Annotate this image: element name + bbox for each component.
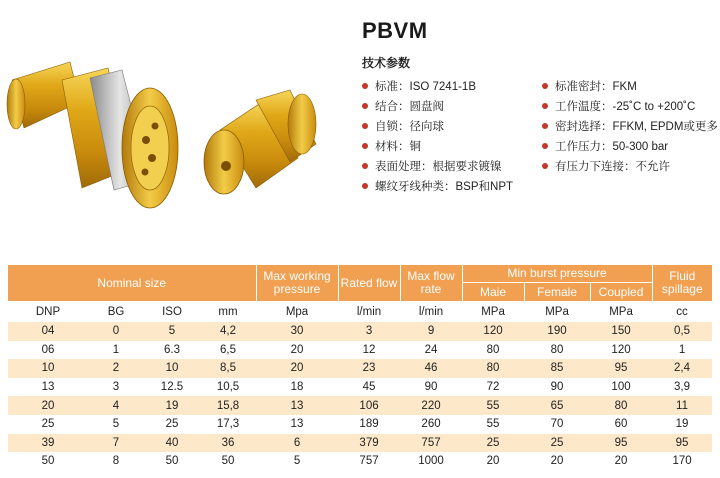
- table-cell: 19: [144, 396, 200, 415]
- section-subtitle: 技术参数: [362, 56, 411, 70]
- table-cell: 06: [8, 341, 88, 360]
- table-cell: 90: [400, 378, 462, 397]
- table-row: [8, 378, 712, 397]
- table-cell: 13: [256, 415, 338, 434]
- unit-cell: Mpa: [256, 302, 338, 323]
- table-cell: 50: [8, 452, 88, 471]
- table-cell: 19: [652, 415, 712, 434]
- table-cell: 120: [462, 322, 524, 341]
- table-row: [8, 396, 712, 415]
- table-cell: 80: [462, 359, 524, 378]
- table-cell: 1: [88, 341, 144, 360]
- table-cell: 10: [144, 359, 200, 378]
- table-cell: 6: [256, 434, 338, 453]
- unit-cell: MPa: [462, 302, 524, 323]
- table-cell: 757: [338, 452, 400, 471]
- bullet-icon: [362, 183, 368, 189]
- header-max-flow-rate: Max flow rate: [400, 265, 462, 302]
- header-max-working-pressure: Max working pressure: [256, 265, 338, 302]
- table-row: [8, 341, 712, 360]
- unit-cell: BG: [88, 302, 144, 323]
- table-cell: 170: [652, 452, 712, 471]
- table-cell: 95: [590, 359, 652, 378]
- header-nominal-size: Nominal size: [8, 265, 256, 302]
- table-row: [8, 322, 712, 341]
- product-title: PBVM: [362, 18, 428, 43]
- spec-item: 标准密封：FKM: [542, 76, 718, 96]
- table-cell: 3: [88, 378, 144, 397]
- unit-cell: MPa: [524, 302, 590, 323]
- bullet-icon: [542, 143, 548, 149]
- spec-table: [8, 265, 712, 471]
- table-cell: 04: [8, 322, 88, 341]
- table-cell: 80: [590, 396, 652, 415]
- table-cell: 5: [88, 415, 144, 434]
- table-cell: 24: [400, 341, 462, 360]
- table-cell: 20: [256, 359, 338, 378]
- table-cell: 379: [338, 434, 400, 453]
- table-cell: 106: [338, 396, 400, 415]
- table-row: [8, 434, 712, 453]
- table-cell: 95: [652, 434, 712, 453]
- table-cell: 23: [338, 359, 400, 378]
- table-cell: 190: [524, 322, 590, 341]
- spec-item: 密封选择：FFKM, EPDM或更多: [542, 116, 718, 136]
- table-cell: 25: [144, 415, 200, 434]
- table-cell: 10,5: [200, 378, 256, 397]
- product-photo: [0, 40, 340, 250]
- header-min-burst-pressure: Min burst pressure: [462, 265, 652, 283]
- bullet-icon: [542, 123, 548, 129]
- table-cell: 5: [256, 452, 338, 471]
- header-fluid-spillage: Fluid spillage: [652, 265, 712, 302]
- table-cell: 11: [652, 396, 712, 415]
- table-cell: 0: [88, 322, 144, 341]
- bullet-icon: [542, 163, 548, 169]
- table-cell: 7: [88, 434, 144, 453]
- table-cell: 46: [400, 359, 462, 378]
- table-cell: 90: [524, 378, 590, 397]
- table-cell: 95: [590, 434, 652, 453]
- male-plug-image: [204, 90, 316, 194]
- table-cell: 0,5: [652, 322, 712, 341]
- table-cell: 65: [524, 396, 590, 415]
- table-cell: 36: [200, 434, 256, 453]
- table-cell: 80: [462, 341, 524, 360]
- table-cell: 13: [8, 378, 88, 397]
- units-row: [8, 302, 712, 323]
- table-cell: 20: [590, 452, 652, 471]
- table-row: [8, 415, 712, 434]
- table-cell: 17,3: [200, 415, 256, 434]
- table-row: [8, 452, 712, 471]
- table-cell: 9: [400, 322, 462, 341]
- table-cell: 12.5: [144, 378, 200, 397]
- table-cell: 8: [88, 452, 144, 471]
- table-cell: 25: [8, 415, 88, 434]
- spec-item: 自锁：径向球: [362, 116, 513, 136]
- spec-column-right: [542, 76, 718, 176]
- table-cell: 10: [8, 359, 88, 378]
- spec-item: 标准：ISO 7241-1B: [362, 76, 513, 96]
- table-cell: 12: [338, 341, 400, 360]
- bullet-icon: [362, 123, 368, 129]
- bullet-icon: [362, 143, 368, 149]
- table-cell: 260: [400, 415, 462, 434]
- table-cell: 20: [256, 341, 338, 360]
- bullet-icon: [362, 163, 368, 169]
- table-cell: 55: [462, 415, 524, 434]
- unit-cell: mm: [200, 302, 256, 323]
- table-cell: 2,4: [652, 359, 712, 378]
- unit-cell: l/min: [338, 302, 400, 323]
- unit-cell: DNP: [8, 302, 88, 323]
- table-cell: 8,5: [200, 359, 256, 378]
- table-cell: 6.3: [144, 341, 200, 360]
- table-cell: 40: [144, 434, 200, 453]
- table-cell: 1: [652, 341, 712, 360]
- table-row: [8, 359, 712, 378]
- spec-item: 材料：铜: [362, 136, 513, 156]
- spec-item: 螺纹牙线种类：BSP和NPT: [362, 176, 513, 196]
- table-cell: 1000: [400, 452, 462, 471]
- table-cell: 150: [590, 322, 652, 341]
- header-male: Maie: [462, 283, 524, 302]
- table-cell: 55: [462, 396, 524, 415]
- table-cell: 20: [524, 452, 590, 471]
- spec-item: 结合：圆盘阀: [362, 96, 513, 116]
- table-cell: 70: [524, 415, 590, 434]
- table-cell: 72: [462, 378, 524, 397]
- table-cell: 60: [590, 415, 652, 434]
- unit-cell: l/min: [400, 302, 462, 323]
- table-cell: 15,8: [200, 396, 256, 415]
- table-cell: 3,9: [652, 378, 712, 397]
- table-cell: 220: [400, 396, 462, 415]
- unit-cell: MPa: [590, 302, 652, 323]
- bullet-icon: [542, 83, 548, 89]
- table-cell: 85: [524, 359, 590, 378]
- table-cell: 5: [144, 322, 200, 341]
- table-cell: 39: [8, 434, 88, 453]
- table-cell: 4: [88, 396, 144, 415]
- table-cell: 120: [590, 341, 652, 360]
- table-cell: 100: [590, 378, 652, 397]
- table-cell: 189: [338, 415, 400, 434]
- bullet-icon: [362, 83, 368, 89]
- header-coupled: Coupled: [590, 283, 652, 302]
- bullet-icon: [362, 103, 368, 109]
- spec-item: 工作温度：-25˚C to +200˚C: [542, 96, 718, 116]
- spec-column-left: [362, 76, 513, 196]
- table-body: [8, 302, 712, 471]
- unit-cell: ISO: [144, 302, 200, 323]
- bullet-icon: [542, 103, 548, 109]
- table-cell: 80: [524, 341, 590, 360]
- table-cell: 3: [338, 322, 400, 341]
- spec-item: 有压力下连接：不允许: [542, 156, 718, 176]
- header-rated-flow: Rated flow: [338, 265, 400, 302]
- table-cell: 30: [256, 322, 338, 341]
- table-cell: 2: [88, 359, 144, 378]
- table-cell: 45: [338, 378, 400, 397]
- table-cell: 25: [462, 434, 524, 453]
- table-cell: 6,5: [200, 341, 256, 360]
- unit-cell: cc: [652, 302, 712, 323]
- table-cell: 50: [200, 452, 256, 471]
- table-cell: 4,2: [200, 322, 256, 341]
- spec-item: 工作压力：50-300 bar: [542, 136, 718, 156]
- table-cell: 25: [524, 434, 590, 453]
- spec-item: 表面处理：根据要求镀镍: [362, 156, 513, 176]
- header-female: Female: [524, 283, 590, 302]
- table-cell: 757: [400, 434, 462, 453]
- table-cell: 50: [144, 452, 200, 471]
- table-cell: 18: [256, 378, 338, 397]
- table-cell: 13: [256, 396, 338, 415]
- female-coupler-image: [7, 62, 178, 208]
- table-cell: 20: [8, 396, 88, 415]
- table-cell: 20: [462, 452, 524, 471]
